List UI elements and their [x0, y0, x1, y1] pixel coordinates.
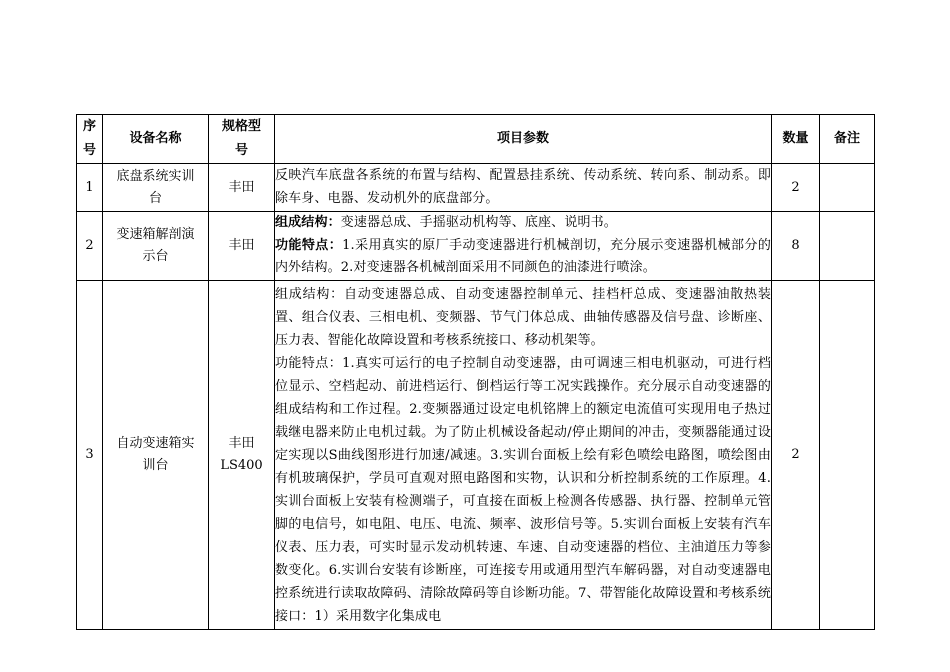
row-notes — [820, 280, 875, 629]
row-qty: 2 — [772, 280, 820, 629]
row-params: 反映汽车底盘各系统的布置与结构、配置悬挂系统、传动系统、转向系、制动系。即除车身、电器、发动机外的底盘部分。 — [275, 164, 772, 212]
features-paragraph: 功能特点：1.真实可运行的电子控制自动变速器，由可调速三相电机驱动，可进行档位显示、空档起动、前进档运行、倒档运行等工况实践操作。充分展示自动变速器的组成结构和工作过程。2.变频器通过设定电机铭牌上的额定电流值可实现用电子热过载继电器来防止电机过载。为了防止机械设备起动/停止期间的冲击，变频器能通过设定实现以S曲线图形进行加速/减速。3.实训台面板上绘有彩色喷绘电路图，喷绘图由有机玻璃保护，学员可直观对照电路图和实物，认识和分析控制系统的工作原理。4.实训台面板上安装有检测端子，可直接在面板上检测各传感器、执行器、控制单元管脚的电信号，如电阻、电压、电流、频率、波形信号等。5.实训台面板上安装有汽车仪表、压力表，可实时显示发动机转速、车速、自动变速器的档位、主油道压力等参数变化。6.实训台安装有诊断座，可连接专用或通用型汽车解码器，对自动变速器电控系统进行读取故障码、清除故障码等自诊断功能。7、带智能化故障设置和考核系统接口：1）采用数字化集成电 — [275, 355, 771, 624]
features-label: 功能特点： — [275, 237, 343, 253]
table-row — [77, 212, 875, 281]
equipment-spec-table — [76, 114, 875, 630]
header-qty: 数量 — [772, 115, 820, 164]
row-name: 变速箱解剖演示台 — [103, 212, 209, 281]
header-index: 序号 — [77, 115, 103, 164]
header-row — [77, 115, 875, 164]
table-row — [77, 164, 875, 212]
row-params — [275, 280, 772, 629]
features-text: 1.采用真实的原厂手动变速器进行机械剖切，充分展示变速器机械部分的内外结构。2.对变速器各机械剖面采用不同颜色的油漆进行喷涂。 — [275, 237, 771, 275]
model-line-1: 丰田 — [228, 435, 255, 451]
model-line-2: LS400 — [220, 457, 263, 473]
header-params: 项目参数 — [275, 115, 772, 164]
row-params — [275, 212, 772, 281]
row-index: 3 — [77, 280, 103, 629]
header-name: 设备名称 — [103, 115, 209, 164]
row-index: 2 — [77, 212, 103, 281]
row-qty: 8 — [772, 212, 820, 281]
structure-text: 变速器总成、手摇驱动机构等、底座、说明书。 — [340, 215, 617, 230]
row-name: 自动变速箱实训台 — [103, 280, 209, 629]
structure-paragraph — [275, 212, 771, 235]
structure-label: 组成结构： — [275, 215, 341, 230]
row-index: 1 — [77, 164, 103, 212]
row-model — [209, 280, 275, 629]
row-notes — [820, 164, 875, 212]
table-row — [77, 280, 875, 629]
structure-paragraph: 组成结构：自动变速器总成、自动变速器控制单元、挂档杆总成、变速器油散热装置、组合仪表、三相电机、变频器、节气门体总成、曲轴传感器及信号盘、诊断座、压力表、智能化故障设置和考核系统接口、移动机架等。 — [275, 286, 771, 348]
row-model: 丰田 — [209, 212, 275, 281]
header-model: 规格型号 — [209, 115, 275, 164]
row-name: 底盘系统实训台 — [103, 164, 209, 212]
row-notes — [820, 212, 875, 281]
params-clip — [275, 283, 771, 626]
row-qty: 2 — [772, 164, 820, 212]
row-model: 丰田 — [209, 164, 275, 212]
header-notes: 备注 — [820, 115, 875, 164]
features-paragraph — [275, 235, 771, 280]
